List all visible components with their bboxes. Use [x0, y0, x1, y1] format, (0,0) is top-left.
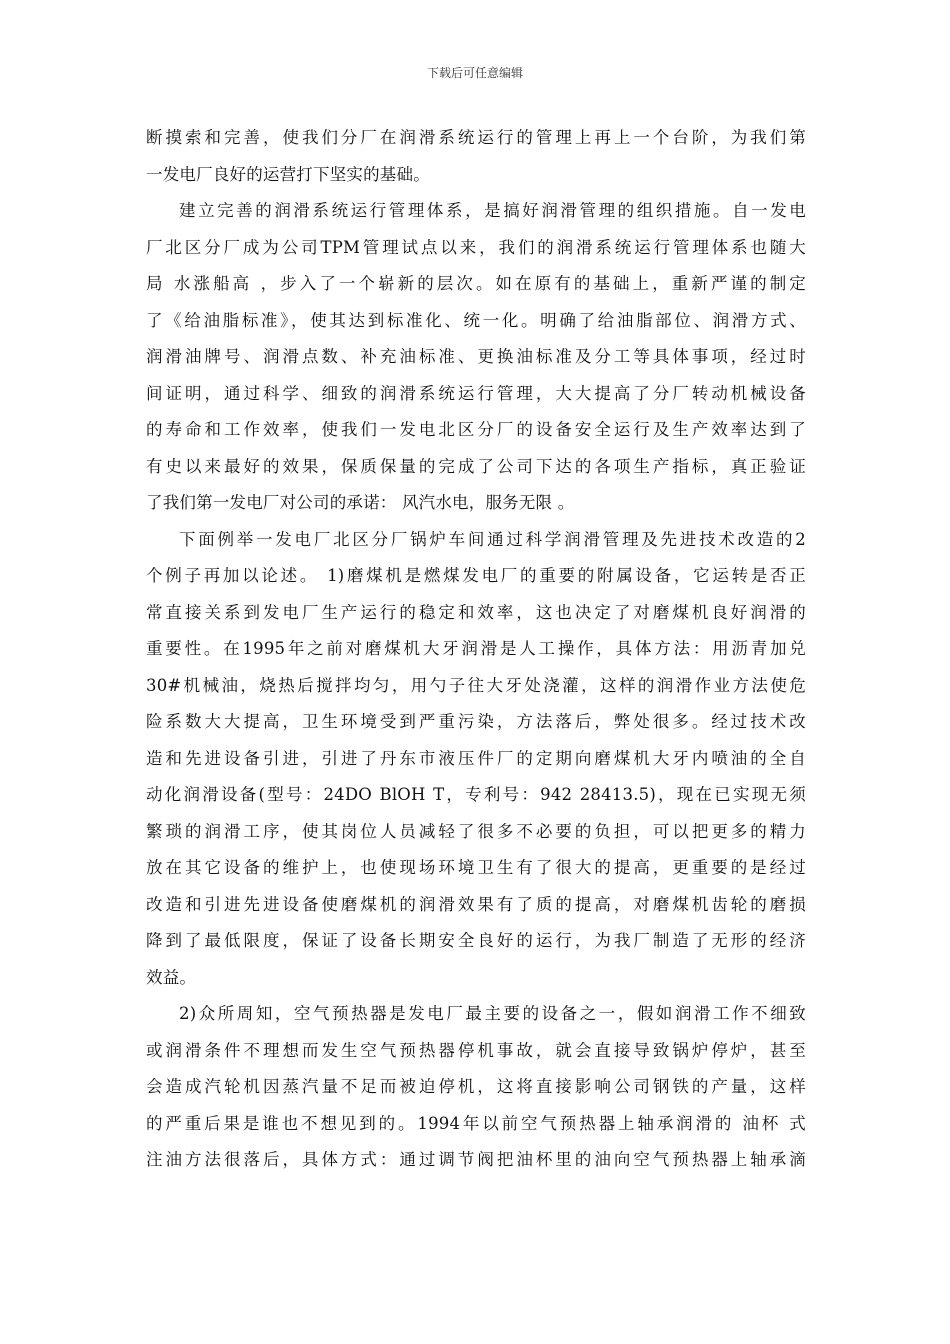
text-line: 有史以来最好的效果，保质保量的完成了公司下达的各项生产指标，真正验证 [146, 456, 806, 476]
document-body [146, 120, 806, 1179]
text-line: 的寿命和工作效率，使我们一发电北区分厂的设备安全运行及生产效率达到了 [146, 420, 806, 439]
text-line: 动化润滑设备(型号：24DO BlOH T，专利号：942 28413.5)，现在已实现无须 [146, 785, 806, 804]
text-line: 降到了最低限度，保证了设备长期安全良好的运行，为我厂制造了无形的经济 [146, 931, 806, 950]
text-line: 局 水涨船高 ，步入了一个崭新的层次。如在原有的基础上，重新严谨的制定 [146, 274, 806, 293]
text-line: 繁琐的润滑工序，使其岗位人员减轻了很多不必要的负担，可以把更多的精力 [146, 821, 806, 841]
text-line: 间证明，通过科学、细致的润滑系统运行管理，大大提高了分厂转动机械设备 [146, 383, 806, 403]
text-line: 效益。 [146, 967, 197, 987]
text-line: 了我们第一发电厂对公司的承诺： 风汽水电，服务无限 。 [146, 493, 575, 512]
text-line: 了《给油脂标准》，使其达到标准化、统一化。明确了给油脂部位、润滑方式、 [146, 310, 806, 330]
text-line: 的严重后果是谁也不想见到的。1994年以前空气预热器上轴承润滑的 油杯 式 [146, 1113, 806, 1133]
paragraph-start-line: 下面例举一发电厂北区分厂锅炉车间通过科学润滑管理及先进技术改造的2 [179, 529, 806, 549]
text-line: 断摸索和完善，使我们分厂在润滑系统运行的管理上再上一个台阶，为我们第 [146, 128, 806, 147]
text-line: 30#机械油，烧热后搅拌均匀，用勺子往大牙处浇灌，这样的润滑作业方法使危 [146, 675, 806, 695]
text-line: 润滑油牌号、润滑点数、补充油标准、更换油标准及分工等具体事项，经过时 [146, 347, 806, 366]
text-line: 个例子再加以论述。 1)磨煤机是燃煤发电厂的重要的附属设备，它运转是否正 [146, 566, 806, 585]
paragraph-start-line: 建立完善的润滑系统运行管理体系，是搞好润滑管理的组织措施。自一发电 [179, 201, 806, 220]
text-line: 险系数大大提高，卫生环境受到严重污染，方法落后，弊处很多。经过技术改 [146, 712, 806, 731]
text-line: 放在其它设备的维护上，也使现场环境卫生有了很大的提高，更重要的是经过 [146, 858, 806, 877]
paragraph-start-line: 2)众所周知，空气预热器是发电厂最主要的设备之一，假如润滑工作不细致 [179, 1004, 806, 1023]
page-header: 下载后可任意编辑 [426, 66, 523, 80]
text-line: 厂北区分厂成为公司TPM管理试点以来，我们的润滑系统运行管理体系也随大 [146, 237, 806, 257]
text-line: 改造和引进先进设备使磨煤机的润滑效果有了质的提高，对磨煤机齿轮的磨损 [146, 894, 806, 914]
text-line: 注油方法很落后，具体方式：通过调节阀把油杯里的油向空气预热器上轴承滴 [146, 1150, 806, 1169]
text-line: 造和先进设备引进，引进了丹东市液压件厂的定期向磨煤机大牙内喷油的全自 [146, 748, 806, 768]
text-line: 一发电厂良好的运营打下坚实的基础。 [146, 164, 430, 184]
text-line: 会造成汽轮机因蒸汽量不足而被迫停机，这将直接影响公司钢铁的产量，这样 [146, 1077, 806, 1096]
text-line: 常直接关系到发电厂生产运行的稳定和效率，这也决定了对磨煤机良好润滑的 [146, 602, 806, 622]
text-line: 或润滑条件不理想而发生空气预热器停机事故，就会直接导致锅炉停炉，甚至 [146, 1040, 806, 1060]
text-line: 重要性。在1995年之前对磨煤机大牙润滑是人工操作，具体方法：用沥青加兑 [146, 639, 806, 658]
